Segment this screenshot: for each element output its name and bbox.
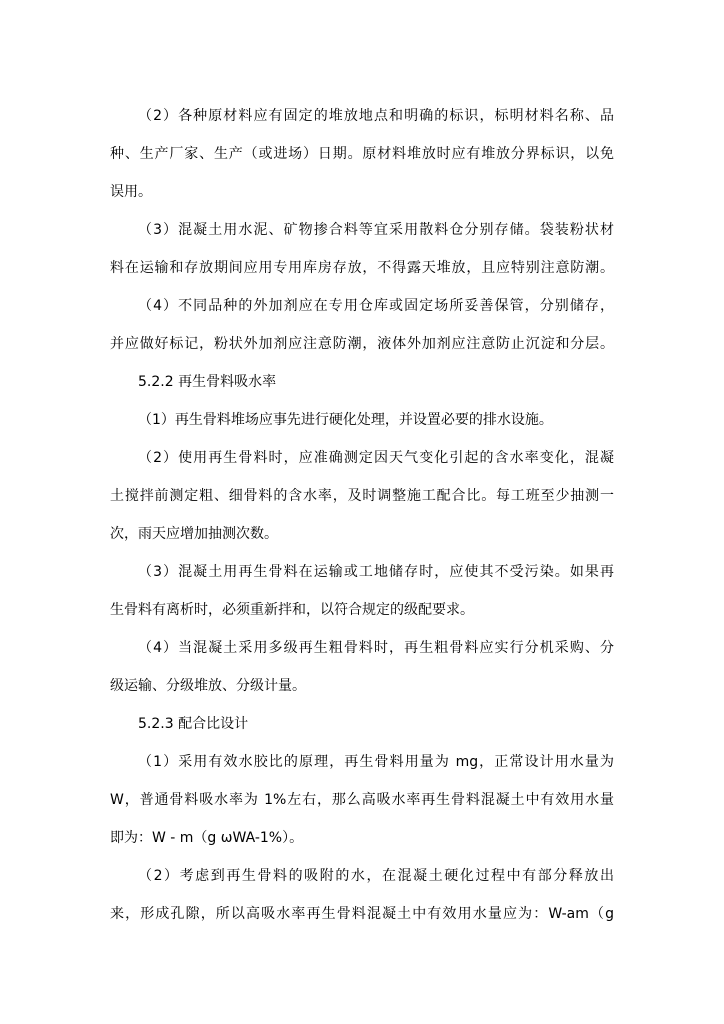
paragraph-line: 并应做好标记，粉状外加剂应注意防潮，液体外加剂应注意防止沉淀和分层。 — [110, 336, 614, 352]
section-heading: 5.2.3 配合比设计 — [138, 716, 249, 732]
paragraph-line: 次，雨天应增加抽测次数。 — [110, 526, 278, 542]
paragraph-line: 土搅拌前测定粗、细骨料的含水率，及时调整施工配合比。每工班至少抽测一 — [110, 488, 614, 504]
paragraph-line: 即为：W - m（g ωWA-1%）。 — [110, 830, 304, 846]
paragraph-line: （2）使用再生骨料时，应准确测定因天气变化引起的含水率变化，混凝 — [138, 450, 614, 466]
paragraph-line: （3）混凝土用水泥、矿物掺合料等宜采用散料仓分别存储。袋装粉状材 — [138, 222, 614, 238]
section-heading: 5.2.2 再生骨料吸水率 — [138, 374, 277, 390]
paragraph-line: （4）当混凝土采用多级再生粗骨料时，再生粗骨料应实行分机采购、分 — [138, 640, 614, 656]
paragraph-line: 级运输、分级堆放、分级计量。 — [110, 678, 306, 694]
paragraph-line: （2）考虑到再生骨料的吸附的水，在混凝土硬化过程中有部分释放出 — [138, 868, 614, 884]
paragraph-line: （2）各种原材料应有固定的堆放地点和明确的标识，标明材料名称、品 — [138, 108, 614, 124]
paragraph-line: 种、生产厂家、生产（或进场）日期。原材料堆放时应有堆放分界标识，以免 — [110, 146, 614, 162]
paragraph-line: （3）混凝土用再生骨料在运输或工地储存时，应使其不受污染。如果再 — [138, 564, 614, 580]
paragraph-line: 来，形成孔隙，所以高吸水率再生骨料混凝土中有效用水量应为：W-am（g — [110, 906, 614, 922]
paragraph-line: （1）再生骨料堆场应事先进行硬化处理，并设置必要的排水设施。 — [138, 412, 553, 428]
paragraph-line: （4）不同品种的外加剂应在专用仓库或固定场所妥善保管，分别储存， — [138, 298, 614, 314]
paragraph-line: 生骨料有离析时，必须重新拌和，以符合规定的级配要求。 — [110, 602, 474, 618]
paragraph-line: W，普通骨料吸水率为 1%左右，那么高吸水率再生骨料混凝土中有效用水量 — [110, 792, 614, 808]
paragraph-line: 料在运输和存放期间应用专用库房存放，不得露天堆放，且应特别注意防潮。 — [110, 260, 614, 276]
paragraph-line: （1）采用有效水胶比的原理，再生骨料用量为 mg，正常设计用水量为 — [138, 754, 614, 770]
paragraph-line: 误用。 — [110, 184, 152, 200]
